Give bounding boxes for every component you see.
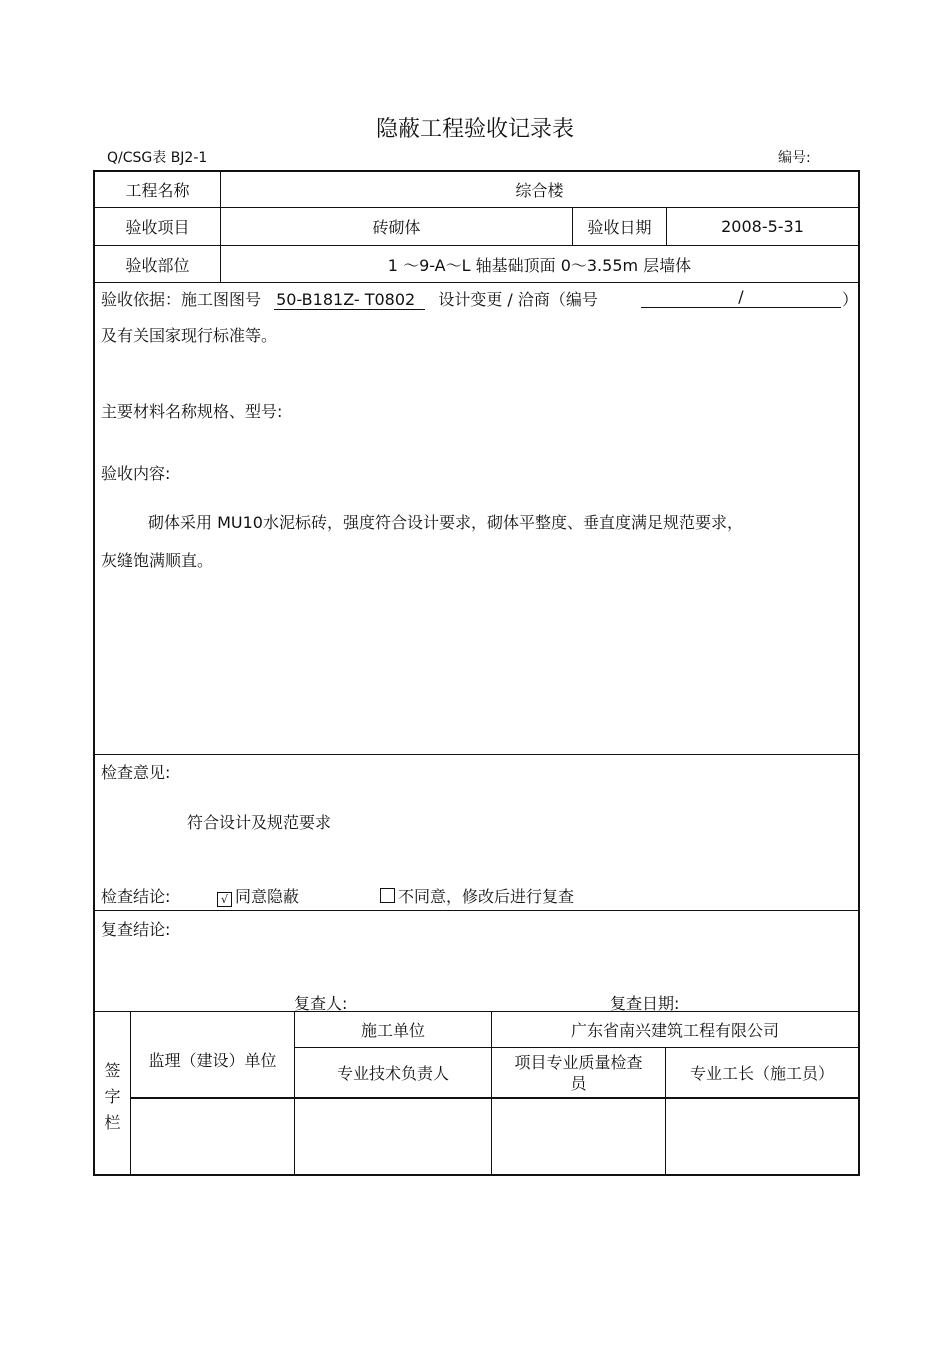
review-label: 复查结论:: [101, 920, 171, 939]
agree-option: [217, 884, 299, 907]
disagree-option: [380, 884, 574, 907]
project-name-value: 综合楼: [515, 181, 564, 200]
project-name-label: 工程名称: [125, 181, 190, 200]
foreman-signature-cell[interactable]: [666, 1099, 858, 1174]
drawing-number: 50-B181Z- T0802: [274, 290, 425, 310]
design-change-label: 设计变更 / 洽商（编号: [438, 290, 598, 309]
sign-char: 签: [104, 1061, 121, 1080]
constructor-name: 广东省南兴建筑工程有限公司: [570, 1021, 779, 1040]
tech-lead-label: 专业技术负责人: [336, 1064, 449, 1083]
agree-text: 同意隐蔽: [235, 887, 300, 906]
quality-inspector-label: [492, 1048, 665, 1097]
inspection-label: 检查意见:: [101, 763, 171, 782]
basis-standards: 及有关国家现行标准等。: [101, 326, 278, 345]
basis-line: [101, 287, 598, 310]
foreman-label: 专业工长（施工员）: [689, 1064, 834, 1083]
disagree-checkbox: [380, 888, 395, 903]
materials-label: 主要材料名称规格、型号:: [101, 402, 283, 421]
number-label: 编号:: [778, 150, 811, 166]
item-value: 砖砌体: [372, 218, 421, 237]
sign-char: 栏: [104, 1113, 121, 1132]
conclusion-label: 检查结论:: [101, 887, 171, 906]
row-divider: [93, 282, 860, 283]
quality-inspector-line2: 员: [570, 1073, 587, 1093]
date-value: 2008-5-31: [721, 217, 804, 236]
content-text-line1: 砌体采用 MU10水泥标砖，强度符合设计要求，砌体平整度、垂直度满足规范要求，: [148, 513, 743, 532]
supervision-unit-label: 监理（建设）单位: [148, 1051, 277, 1070]
constructor-label: 施工单位: [360, 1021, 425, 1040]
row-divider: [93, 910, 860, 911]
inspection-opinion: 符合设计及规范要求: [187, 813, 332, 832]
sign-char: 字: [104, 1087, 121, 1106]
row-divider: [93, 754, 860, 755]
basis-prefix: 验收依据：施工图图号: [101, 290, 262, 309]
table-border-bottom: [93, 1174, 860, 1176]
supervision-signature-cell[interactable]: [131, 1099, 294, 1174]
content-label: 验收内容:: [101, 464, 171, 483]
location-value: 1 ～9-A～L 轴基础顶面 0～3.55m 层墙体: [387, 255, 692, 275]
item-label: 验收项目: [125, 218, 190, 237]
location-label: 验收部位: [125, 255, 190, 275]
quality-inspector-line1: 项目专业质量检查: [514, 1052, 643, 1072]
date-label: 验收日期: [587, 218, 652, 237]
tech-lead-signature-cell[interactable]: [295, 1099, 491, 1174]
sign-column-label: [95, 1058, 130, 1136]
form-code: Q/CSG表 BJ2-1: [107, 150, 208, 166]
table-border-right: [858, 170, 860, 1176]
review-date-label: 复查日期:: [610, 994, 680, 1013]
quality-inspector-signature-cell[interactable]: [492, 1099, 665, 1174]
change-close-paren: ）: [842, 290, 859, 309]
table-border-left: [93, 170, 95, 1176]
disagree-text: 不同意，修改后进行复查: [398, 887, 575, 906]
reviewer-label: 复查人:: [294, 994, 348, 1013]
content-text-line2: 灰缝饱满顺直。: [101, 551, 214, 570]
agree-checkbox: √: [217, 892, 232, 907]
page-title: 隐蔽工程验收记录表: [375, 117, 574, 142]
change-number: /: [641, 287, 841, 308]
